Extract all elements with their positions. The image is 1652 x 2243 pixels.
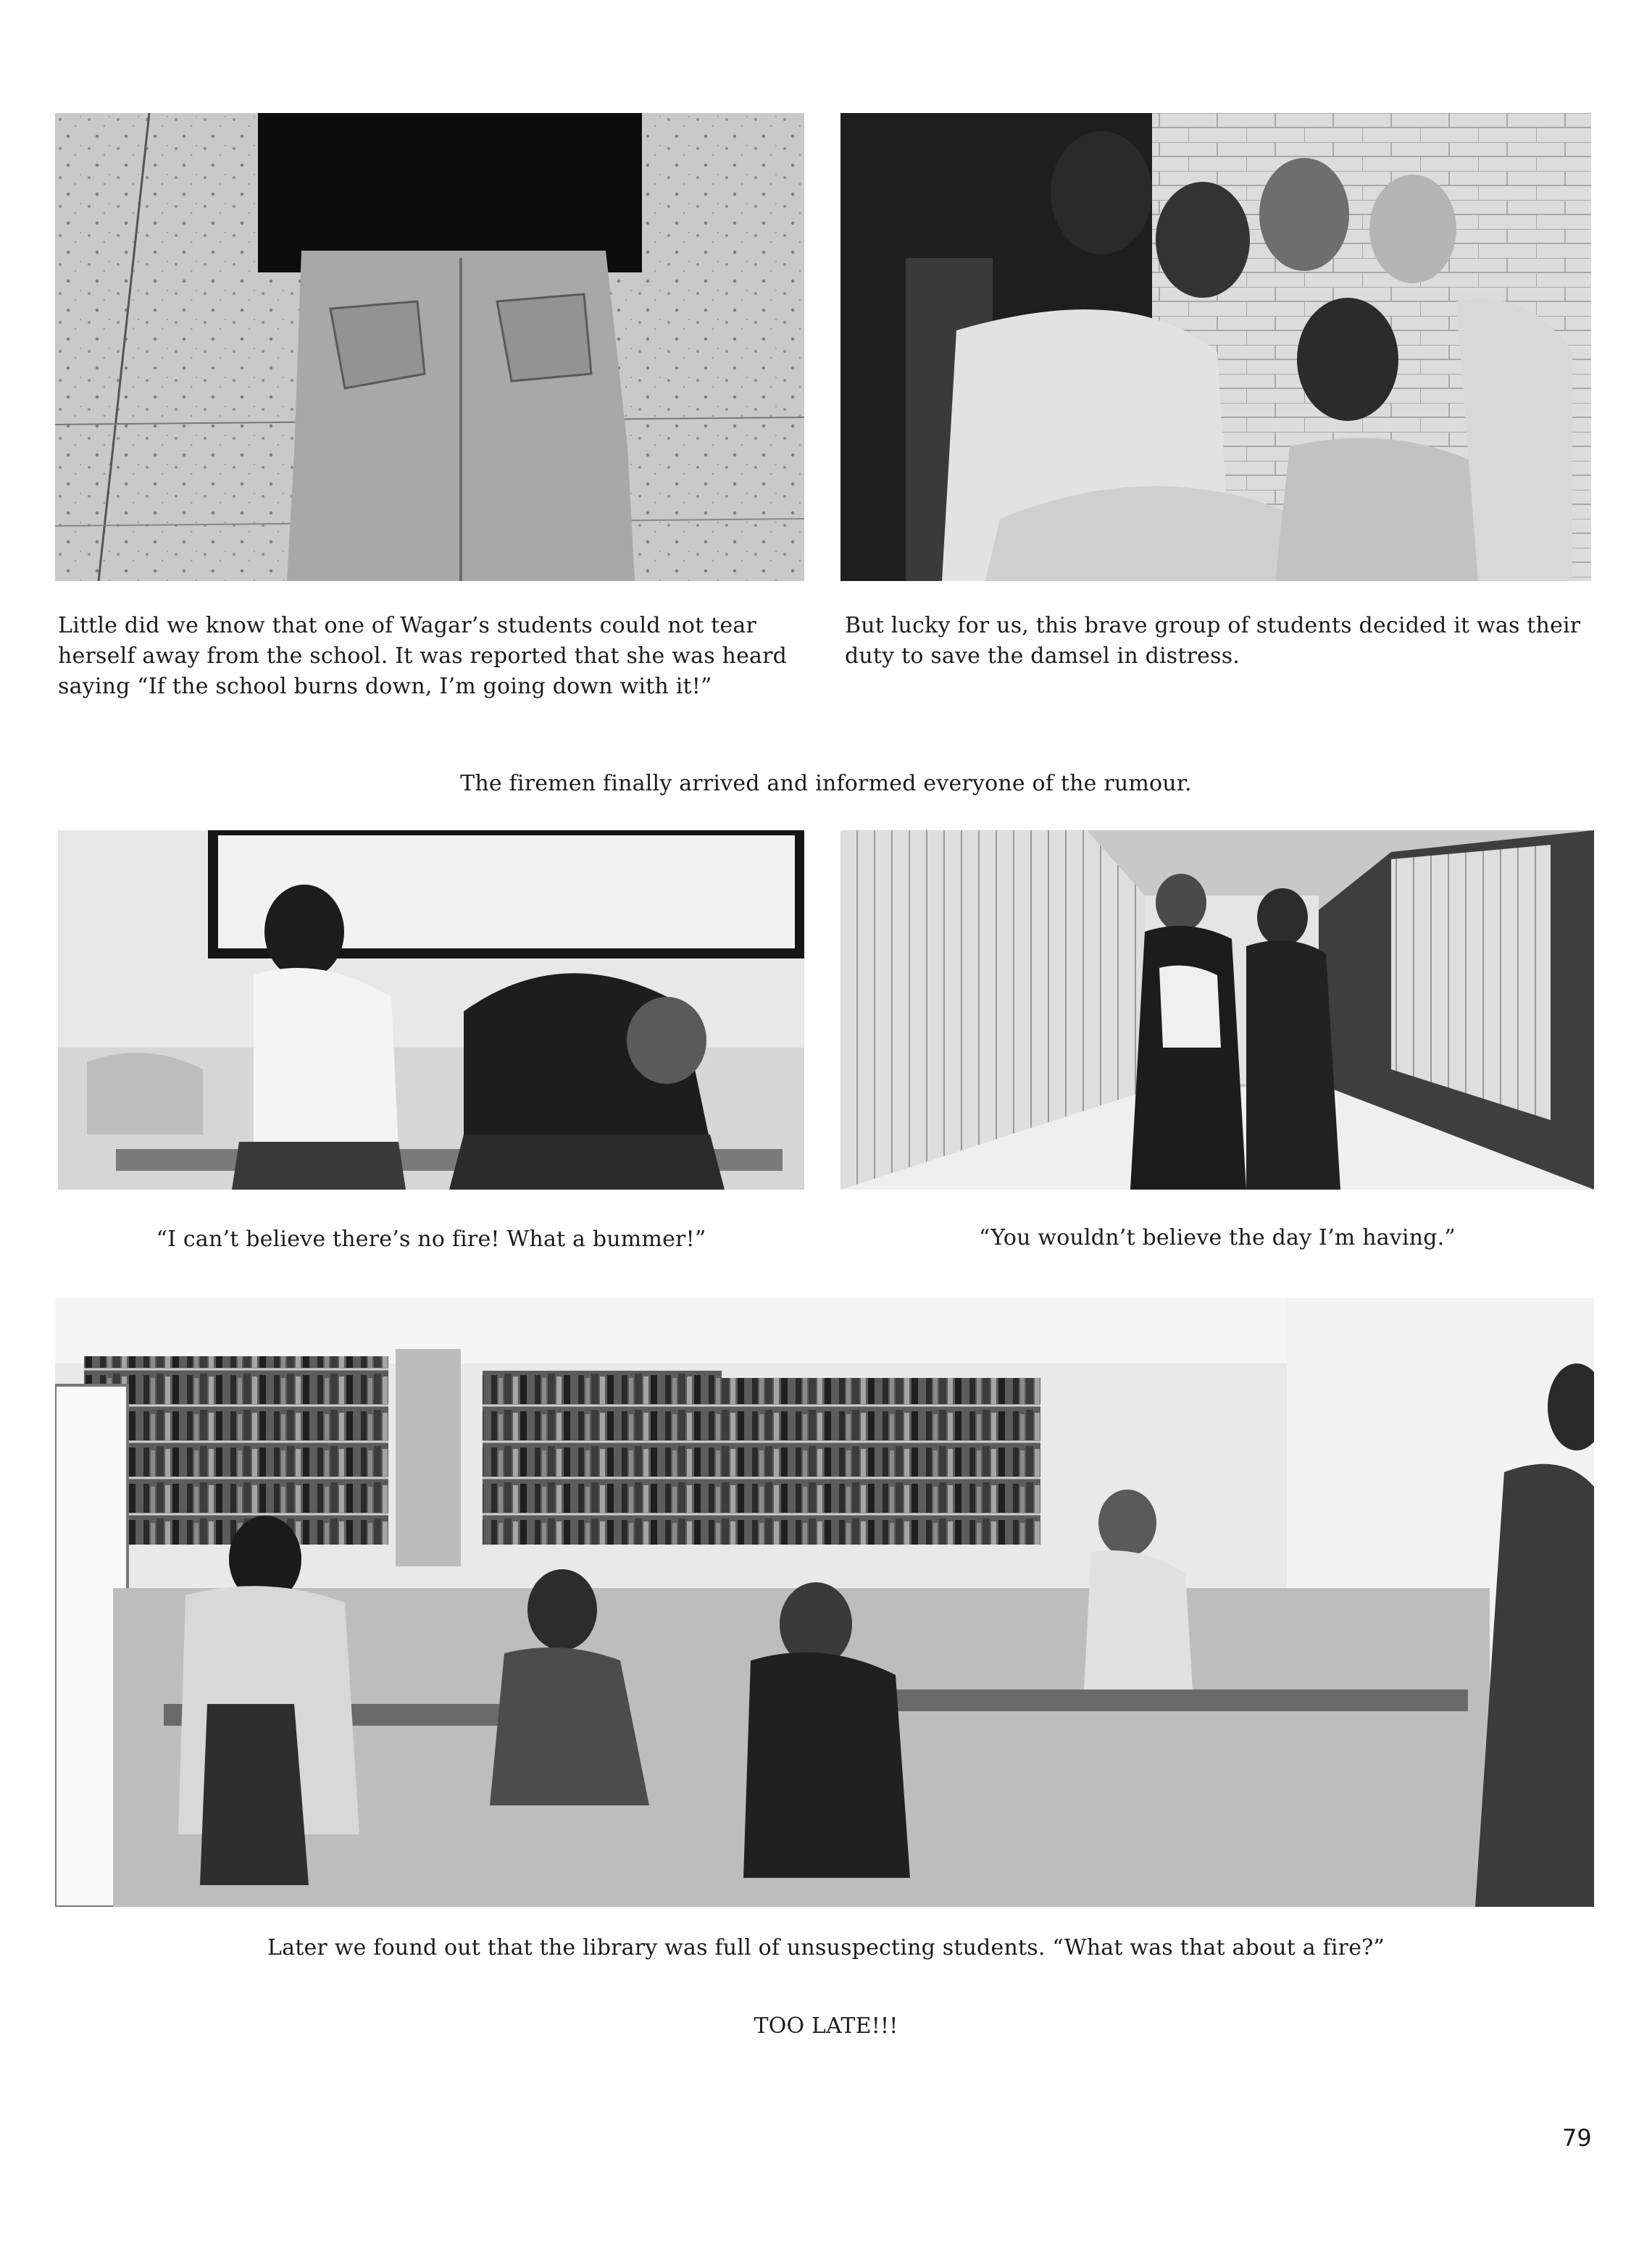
photo-student-group	[840, 113, 1591, 581]
photo-library	[55, 1298, 1594, 1907]
page-number: 79	[1562, 2124, 1592, 2152]
photo-bench	[58, 830, 804, 1190]
caption-hallway: “You wouldn’t believe the day I’m having.”	[979, 1225, 1456, 1250]
caption-firemen: The firemen finally arrived and informed everyone of the rumour.	[460, 771, 1192, 796]
photo-hallway	[840, 830, 1594, 1190]
caption-bench: “I can’t believe there’s no fire! What a bummer!”	[156, 1227, 706, 1252]
caption-library: Later we found out that the library was full of unsuspecting students. “What was that about a fire?”	[267, 1935, 1385, 1960]
caption-student-group: But lucky for us, this brave group of students decided it was their duty to save the damsel in distress.	[845, 613, 1581, 669]
photo-jeans	[55, 113, 804, 581]
caption-jeans: Little did we know that one of Wagar’s students could not tear herself away from the school. It was reported that she was heard saying “If the school burns down, I’m going down with it!”	[58, 613, 788, 699]
caption-too-late: TOO LATE!!!	[754, 2013, 898, 2039]
